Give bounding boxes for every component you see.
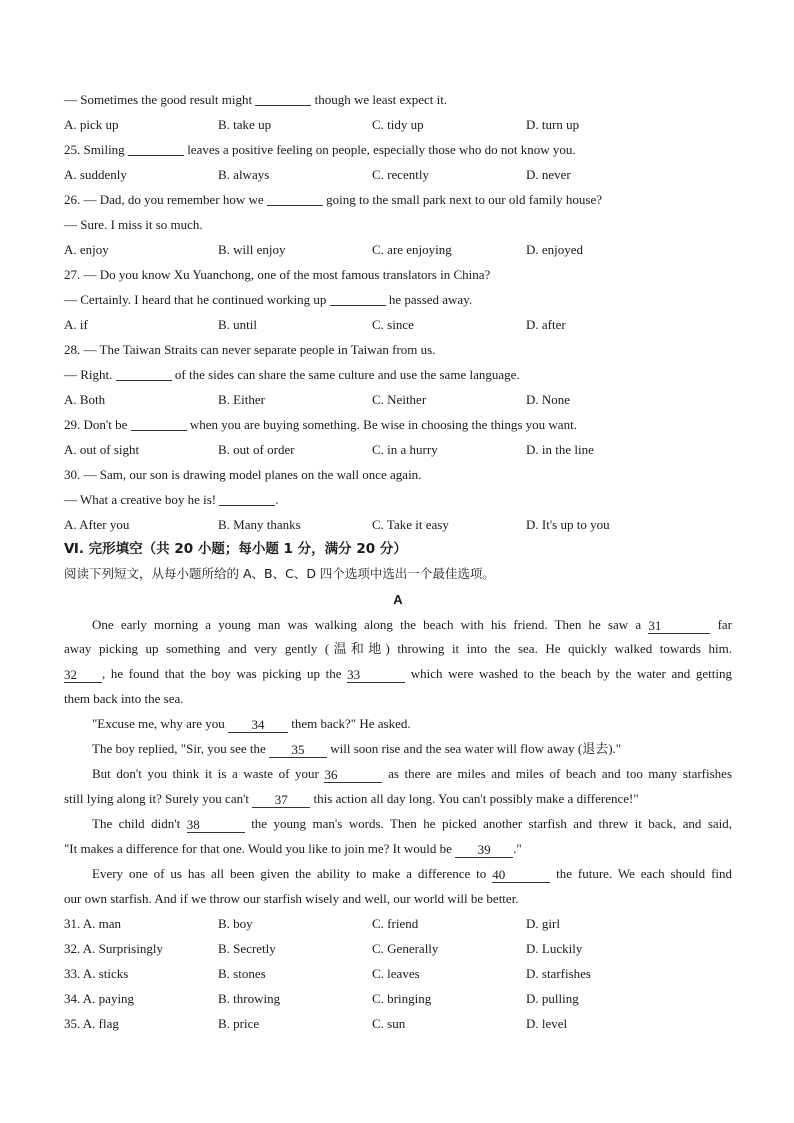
stem-text: 25. Smiling bbox=[64, 142, 125, 157]
passage-line: away picking up something and very gently (温和地) throwing it into the sea. He quickly walked towards him. bbox=[64, 641, 732, 656]
option-c: C. since bbox=[372, 317, 414, 332]
stem-text: going to the small park next to our old family house? bbox=[326, 192, 602, 207]
stem-text: — Certainly. I heard that he continued working up bbox=[64, 292, 327, 307]
option-b: B. always bbox=[218, 167, 270, 182]
question-30-stem bbox=[64, 492, 732, 508]
answer-blank bbox=[255, 92, 311, 106]
answer-blank bbox=[131, 417, 187, 431]
section-heading: Ⅵ. 完形填空（共 20 小题；每小题 1 分，满分 20 分） bbox=[64, 541, 407, 557]
option-d: D. never bbox=[526, 167, 571, 182]
option-c: C. Neither bbox=[372, 392, 427, 407]
cloze-option-a: 31. A. man bbox=[64, 916, 122, 931]
passage-text: as there are miles and miles of beach and too many starfishes bbox=[388, 766, 733, 781]
stem-text: 29. Don't be bbox=[64, 417, 128, 432]
cloze-option-d: D. starfishes bbox=[526, 966, 591, 981]
question-30-line1: 30. — Sam, our son is drawing model planes on the wall once again. bbox=[64, 467, 422, 482]
stem-text: though we least expect it. bbox=[314, 92, 448, 107]
blank-33: 33 bbox=[347, 667, 405, 683]
blank-40: 40 bbox=[492, 867, 550, 883]
option-c: C. are enjoying bbox=[372, 242, 452, 257]
option-d: D. in the line bbox=[526, 442, 594, 457]
option-d: D. after bbox=[526, 317, 566, 332]
question-24-stem bbox=[64, 92, 732, 108]
option-a: A. After you bbox=[64, 517, 130, 532]
stem-text: 26. — Dad, do you remember how we bbox=[64, 192, 264, 207]
passage-label: A bbox=[393, 592, 403, 607]
cloze-option-d: D. pulling bbox=[526, 991, 579, 1006]
cloze-option-d: D. Luckily bbox=[526, 941, 583, 956]
passage-text: The boy replied, "Sir, you see the bbox=[92, 741, 266, 756]
passage-line: them back into the sea. bbox=[64, 691, 184, 706]
cloze-option-a: 32. A. Surprisingly bbox=[64, 941, 163, 956]
stem-text: when you are buying something. Be wise in choosing the things you want. bbox=[189, 417, 577, 432]
stem-text: . bbox=[275, 492, 279, 507]
passage-text: Every one of us has all been given the ability to make a difference to bbox=[92, 866, 487, 881]
cloze-option-b: B. throwing bbox=[218, 991, 281, 1006]
cloze-option-a: 35. A. flag bbox=[64, 1016, 119, 1031]
question-28-stem bbox=[64, 367, 732, 383]
passage-text: "Excuse me, why are you bbox=[92, 716, 225, 731]
answer-blank bbox=[116, 367, 172, 381]
option-b: B. Either bbox=[218, 392, 265, 407]
option-d: D. turn up bbox=[526, 117, 580, 132]
passage-text: this action all day long. You can't possibly make a difference!" bbox=[313, 791, 639, 806]
cloze-option-a: 33. A. sticks bbox=[64, 966, 129, 981]
stem-text: of the sides can share the same culture and use the same language. bbox=[174, 367, 520, 382]
passage-text: them back?" He asked. bbox=[291, 716, 411, 731]
passage-line bbox=[92, 766, 732, 783]
passage-text: the young man's words. Then he picked another starfish and threw it back, and said, bbox=[251, 816, 733, 831]
cloze-option-a: 34. A. paying bbox=[64, 991, 135, 1006]
question-27-line1: 27. — Do you know Xu Yuanchong, one of the most famous translators in China? bbox=[64, 267, 491, 282]
question-26-stem bbox=[64, 192, 732, 208]
cloze-option-b: B. Secretly bbox=[218, 941, 276, 956]
passage-line bbox=[92, 866, 732, 883]
passage-text: far bbox=[717, 617, 733, 632]
option-a: A. suddenly bbox=[64, 167, 127, 182]
passage-text: which were washed to the beach by the water and getting bbox=[410, 666, 733, 681]
option-a: A. pick up bbox=[64, 117, 119, 132]
question-28-line1: 28. — The Taiwan Straits can never separate people in Taiwan from us. bbox=[64, 342, 436, 357]
option-a: A. out of sight bbox=[64, 442, 140, 457]
cloze-option-c: C. sun bbox=[372, 1016, 406, 1031]
option-b: B. out of order bbox=[218, 442, 295, 457]
passage-text: But don't you think it is a waste of your bbox=[92, 766, 319, 781]
question-27-stem bbox=[64, 292, 732, 308]
passage-line bbox=[64, 666, 732, 683]
cloze-option-c: C. friend bbox=[372, 916, 419, 931]
blank-34: 34 bbox=[228, 717, 288, 733]
cloze-option-b: B. stones bbox=[218, 966, 266, 981]
passage-text: One early morning a young man was walking along the beach with his friend. Then he saw a bbox=[92, 617, 642, 632]
passage-text: "It makes a difference for that one. Would you like to join me? It would be bbox=[64, 841, 452, 856]
option-b: B. will enjoy bbox=[218, 242, 286, 257]
cloze-option-d: D. girl bbox=[526, 916, 560, 931]
stem-text: — What a creative boy he is! bbox=[64, 492, 217, 507]
passage-line bbox=[92, 816, 732, 833]
blank-37: 37 bbox=[252, 792, 310, 808]
blank-32: 32 bbox=[64, 667, 102, 683]
answer-blank bbox=[267, 192, 323, 206]
cloze-option-d: D. level bbox=[526, 1016, 568, 1031]
section-instruction: 阅读下列短文，从每小题所给的 A、B、C、D 四个选项中选出一个最佳选项。 bbox=[64, 566, 495, 581]
stem-text: he passed away. bbox=[388, 292, 473, 307]
option-d: D. It's up to you bbox=[526, 517, 610, 532]
blank-38: 38 bbox=[187, 817, 245, 833]
question-25-stem bbox=[64, 142, 732, 158]
passage-text: ." bbox=[513, 841, 522, 856]
option-a: A. enjoy bbox=[64, 242, 109, 257]
option-a: A. if bbox=[64, 317, 88, 332]
passage-line bbox=[64, 791, 732, 808]
passage-text: still lying along it? Surely you can't bbox=[64, 791, 250, 806]
blank-31: 31 bbox=[648, 618, 710, 634]
passage-line bbox=[64, 841, 732, 858]
option-b: B. Many thanks bbox=[218, 517, 301, 532]
blank-36: 36 bbox=[324, 767, 382, 783]
passage-text: the future. We each should find bbox=[556, 866, 733, 881]
stem-text: — Sometimes the good result might bbox=[64, 92, 253, 107]
passage-text: , he found that the boy was picking up the bbox=[102, 666, 342, 681]
answer-blank bbox=[219, 492, 275, 506]
passage-line bbox=[92, 741, 732, 758]
passage-text: will soon rise and the sea water will flow away (退去)." bbox=[330, 741, 622, 756]
option-d: D. enjoyed bbox=[526, 242, 584, 257]
passage-line bbox=[92, 617, 732, 634]
cloze-option-b: B. boy bbox=[218, 916, 253, 931]
stem-text: leaves a positive feeling on people, especially those who do not know you. bbox=[187, 142, 576, 157]
passage-line: our own starfish. And if we throw our starfish wisely and well, our world will be better. bbox=[64, 891, 519, 906]
cloze-option-b: B. price bbox=[218, 1016, 260, 1031]
passage-text: The child didn't bbox=[92, 816, 181, 831]
cloze-option-c: C. Generally bbox=[372, 941, 439, 956]
answer-blank bbox=[128, 142, 184, 156]
question-29-stem bbox=[64, 417, 732, 433]
option-c: C. in a hurry bbox=[372, 442, 438, 457]
option-c: C. Take it easy bbox=[372, 517, 449, 532]
blank-35: 35 bbox=[269, 742, 327, 758]
passage-line bbox=[92, 716, 732, 733]
answer-blank bbox=[330, 292, 386, 306]
stem-text: — Right. bbox=[64, 367, 113, 382]
blank-39: 39 bbox=[455, 842, 513, 858]
question-26-reply: — Sure. I miss it so much. bbox=[64, 217, 203, 232]
cloze-option-c: C. bringing bbox=[372, 991, 432, 1006]
option-c: C. recently bbox=[372, 167, 430, 182]
option-a: A. Both bbox=[64, 392, 106, 407]
cloze-option-c: C. leaves bbox=[372, 966, 420, 981]
option-d: D. None bbox=[526, 392, 571, 407]
option-c: C. tidy up bbox=[372, 117, 424, 132]
option-b: B. take up bbox=[218, 117, 272, 132]
option-b: B. until bbox=[218, 317, 258, 332]
